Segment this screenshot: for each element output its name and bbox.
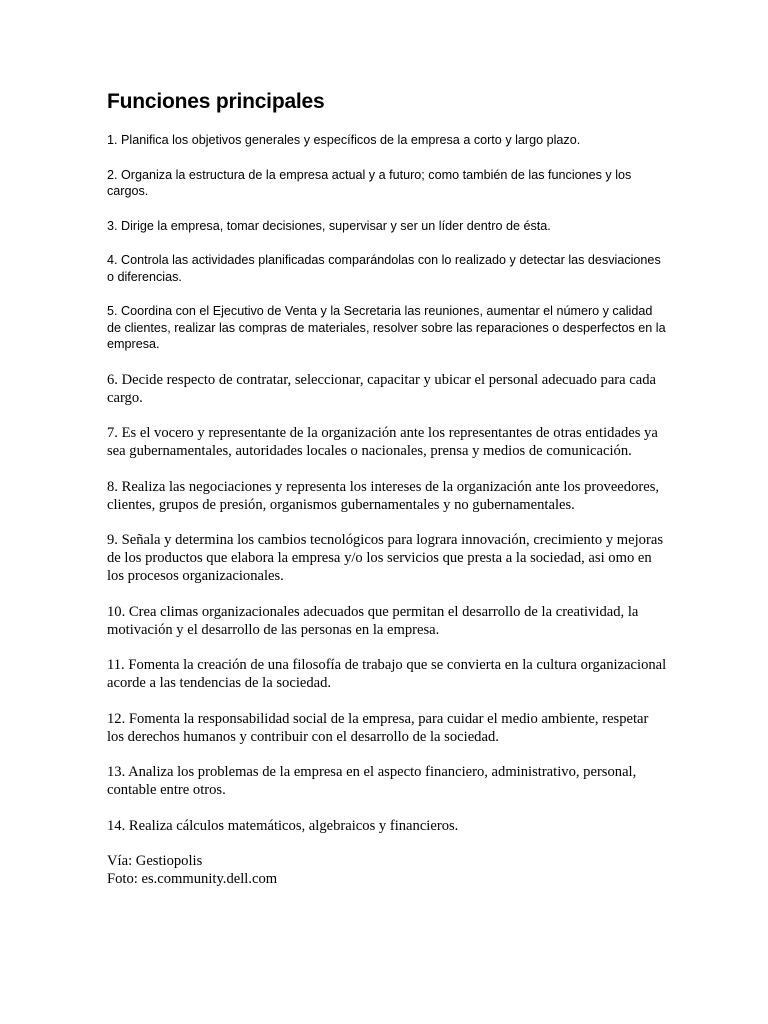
list-item-9: 9. Señala y determina los cambios tecnológicos para lograra innovación, crecimiento y mejoras de los productos que elabora la empresa y/o los servicios que presta a la sociedad, asi omo en los procesos organizacionales.: [107, 532, 663, 584]
list-item-3: 3. Dirige la empresa, tomar decisiones, supervisar y ser un líder dentro de ésta.: [107, 218, 551, 233]
list-item-6: 6. Decide respecto de contratar, seleccionar, capacitar y ubicar el personal adecuado para cada cargo.: [107, 371, 657, 406]
list-item-14: 14. Realiza cálculos matemáticos, algebraicos y financieros.: [107, 817, 459, 834]
list-item-10: 10. Crea climas organizacionales adecuados que permitan el desarrollo de la creatividad, la motivación y el desarrollo de las personas en la empresa.: [107, 603, 639, 638]
list-item-13: 13. Analiza los problemas de la empresa en el aspecto financiero, administrativo, personal, contable entre otros.: [107, 764, 637, 798]
list-item-7: 7. Es el vocero y representante de la organización ante los representantes de otras entidades ya sea gubernamentales, autoridades locales o nacionales, prensa y medios de comunicación.: [107, 425, 658, 459]
list-item-2: 2. Organiza la estructura de la empresa actual y a futuro; como también de las funciones y los cargos.: [107, 167, 632, 198]
list-item-8: 8. Realiza las negociaciones y representa los intereses de la organización ante los proveedores, clientes, grupos de presión, organismos gubernamentales y no gubernamentales.: [107, 478, 660, 513]
list-item-5: 5. Coordina con el Ejecutivo de Venta y la Secretaria las reuniones, aumentar el número y calidad de clientes, realizar las compras de materiales, resolver sobre las reparaciones o desperfectos en la empresa.: [107, 304, 666, 351]
list-item-12: 12. Fomenta la responsabilidad social de la empresa, para cuidar el medio ambiente, respetar los derechos humanos y contribuir con el desarrollo de la sociedad.: [107, 710, 649, 745]
list-item-11: 11. Fomenta la creación de una filosofía de trabajo que se convierta en la cultura organizacional acorde a las tendencias de la sociedad.: [107, 657, 667, 691]
page-title: Funciones principales: [107, 90, 325, 113]
photo-credit: Foto: es.community.dell.com: [107, 871, 278, 887]
list-item-1: 1. Planifica los objetivos generales y específicos de la empresa a corto y largo plazo.: [107, 133, 581, 147]
credits: [107, 852, 667, 888]
source-credit: Vía: Gestiopolis: [107, 853, 203, 869]
list-item-4: 4. Controla las actividades planificadas comparándolas con lo realizado y detectar las desviaciones o diferencias.: [107, 253, 661, 284]
document-page: [107, 88, 667, 888]
